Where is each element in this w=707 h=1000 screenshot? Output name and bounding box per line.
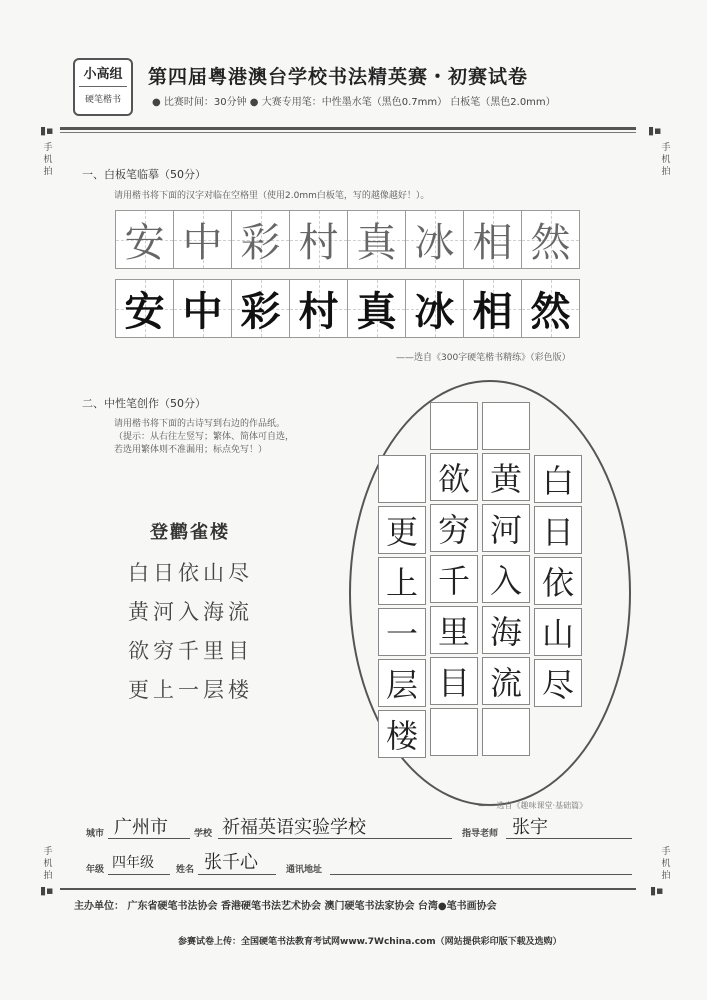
city-value[interactable]: 广州市 xyxy=(114,817,168,838)
reference-cell: 中 xyxy=(173,210,232,269)
side-label-bottom-left: 手机拍 xyxy=(43,847,53,881)
scan-marker-icon: ▮▪ xyxy=(40,884,54,897)
section2-instruction-3: 若选用繁体则不准漏用；标点免写！） xyxy=(114,445,268,455)
practice-cell: 冰 xyxy=(405,279,464,338)
practice-cell: 相 xyxy=(463,279,522,338)
grade-underline xyxy=(108,874,170,875)
school-underline xyxy=(218,838,452,839)
practice-cell: 村 xyxy=(289,279,348,338)
poem-line: 黄河入海流 xyxy=(128,600,253,624)
poem-line: 白日依山尽 xyxy=(128,561,253,585)
work-char-cell: 更 xyxy=(378,506,426,554)
organizers: 主办单位： 广东省硬笔书法协会 香港硬笔书法艺术协会 澳门硬笔书法家协会 台湾●笔书画协会 xyxy=(74,901,497,912)
work-char-cell: 黄 xyxy=(482,453,530,501)
work-char-cell: 欲 xyxy=(430,453,478,501)
name-label: 姓名 xyxy=(176,865,195,875)
work-paper-oval xyxy=(349,380,631,806)
badge-category: 硬笔楷书 xyxy=(84,95,121,105)
exam-info: ● 比赛时间：30分钟 ● 大赛专用笔：中性墨水笔（黑色0.7mm） 白板笔（黑色2.0mm） xyxy=(152,97,556,108)
section2-instruction-2: （提示：从右往左竖写；繁体、简体可自选， xyxy=(114,432,295,442)
work-char-cell: 千 xyxy=(430,555,478,603)
address-label: 通讯地址 xyxy=(286,865,323,875)
scan-marker-icon: ▮▪ xyxy=(648,124,662,137)
upload-notice: 参赛试卷上传：全国硬笔书法教育考试网www.7Wchina.com（网站提供彩印版下载及选购） xyxy=(178,937,562,947)
poem-line: 更上一层楼 xyxy=(128,678,253,702)
work-char-cell: 依 xyxy=(534,557,582,605)
scan-marker-icon: ▮▪ xyxy=(40,124,54,137)
section2-instruction-1: 请用楷书将下面的古诗写到右边的作品纸。 xyxy=(114,419,286,429)
work-char-cell: 尽 xyxy=(534,659,582,707)
section1-heading: 一、白板笔临摹（50分） xyxy=(82,168,206,181)
school-value[interactable]: 祈福英语实验学校 xyxy=(222,817,366,838)
school-label: 学校 xyxy=(194,829,213,839)
practice-grid xyxy=(115,279,579,338)
section2-heading: 二、中性笔创作（50分） xyxy=(82,397,206,410)
badge-level: 小高组 xyxy=(83,67,123,82)
city-label: 城市 xyxy=(86,829,105,839)
reference-cell: 彩 xyxy=(231,210,290,269)
reference-cell: 真 xyxy=(347,210,406,269)
practice-cell: 彩 xyxy=(231,279,290,338)
section1-source: ——选自《300字硬笔楷书精练》（彩色版） xyxy=(396,353,571,363)
grade-label: 年级 xyxy=(86,865,105,875)
work-char-cell: 白 xyxy=(534,455,582,503)
section2-source: —— 选自《趣味课堂·基础篇》 xyxy=(478,801,588,810)
header-rule-thin xyxy=(60,132,636,133)
group-badge xyxy=(73,58,133,116)
side-label-top-right: 手机拍 xyxy=(661,143,671,177)
name-underline xyxy=(198,874,276,875)
reference-cell: 安 xyxy=(115,210,174,269)
grade-value[interactable]: 四年级 xyxy=(112,855,154,871)
work-char-cell: 海 xyxy=(482,606,530,654)
practice-cell: 中 xyxy=(173,279,232,338)
city-underline xyxy=(108,838,190,839)
teacher-label: 指导老师 xyxy=(462,829,499,839)
work-char-cell: 层 xyxy=(378,659,426,707)
practice-cell: 真 xyxy=(347,279,406,338)
work-char-cell: 里 xyxy=(430,606,478,654)
reference-cell: 冰 xyxy=(405,210,464,269)
badge-divider xyxy=(79,86,127,87)
work-char-cell: 入 xyxy=(482,555,530,603)
scan-marker-icon: ▮▪ xyxy=(650,884,664,897)
footer-rule xyxy=(60,888,636,890)
header-rule-thick xyxy=(60,127,636,130)
section1-instruction: 请用楷书将下面的汉字对临在空格里（使用2.0mm白板笔，写的越像越好！）。 xyxy=(114,191,430,201)
side-label-top-left: 手机拍 xyxy=(43,143,53,177)
reference-grid xyxy=(115,210,579,269)
practice-cell: 安 xyxy=(115,279,174,338)
work-char-cell: 日 xyxy=(534,506,582,554)
work-char-cell: 目 xyxy=(430,657,478,705)
teacher-value[interactable]: 张宇 xyxy=(512,817,548,838)
reference-cell: 村 xyxy=(289,210,348,269)
reference-cell: 相 xyxy=(463,210,522,269)
teacher-underline xyxy=(506,838,632,839)
work-char-cell: 楼 xyxy=(378,710,426,758)
work-char-cell: 流 xyxy=(482,657,530,705)
work-char-cell: 河 xyxy=(482,504,530,552)
reference-cell: 然 xyxy=(521,210,580,269)
work-char-cell: 山 xyxy=(534,608,582,656)
name-value[interactable]: 张千心 xyxy=(204,852,258,873)
page-title: 第四届粤港澳台学校书法精英赛・初赛试卷 xyxy=(148,66,529,88)
address-underline xyxy=(330,874,632,875)
poem-line: 欲穷千里目 xyxy=(128,639,253,663)
work-char-cell: 穷 xyxy=(430,504,478,552)
poem-title: 登鹳雀楼 xyxy=(150,522,230,543)
practice-cell: 然 xyxy=(521,279,580,338)
work-char-cell: 一 xyxy=(378,608,426,656)
work-char-cell: 上 xyxy=(378,557,426,605)
side-label-bottom-right: 手机拍 xyxy=(661,847,671,881)
